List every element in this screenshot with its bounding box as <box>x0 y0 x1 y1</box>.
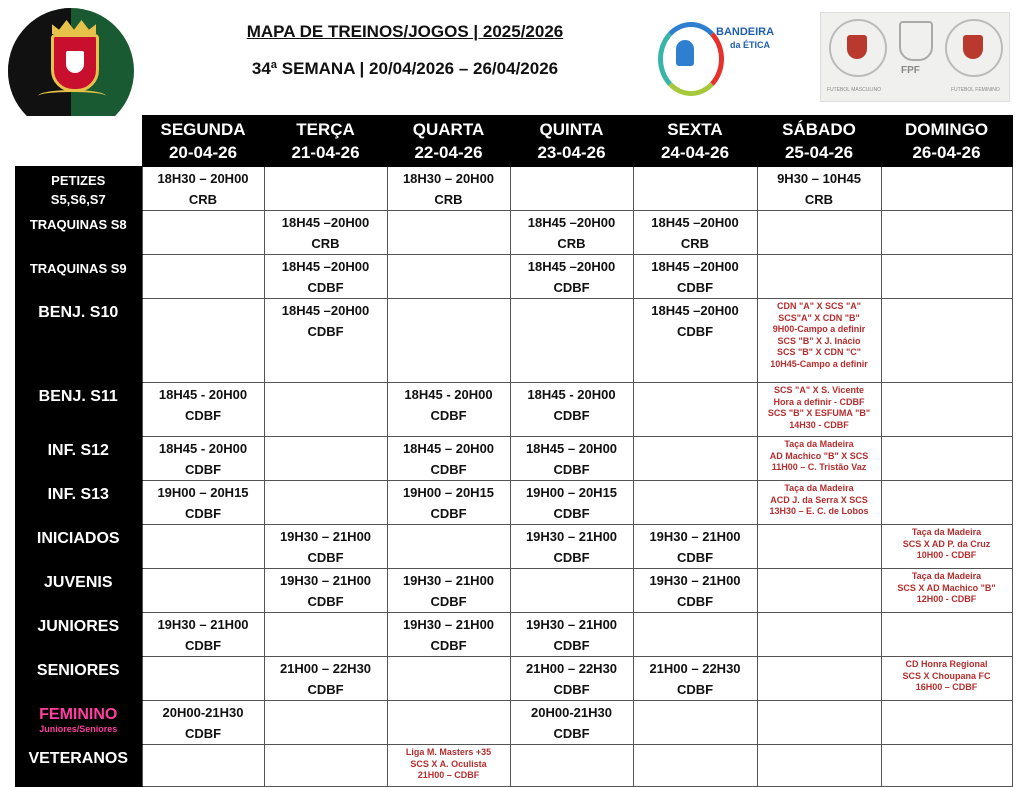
venue: CDBF <box>430 638 467 653</box>
time-slot: 18H30 – 20H00 <box>157 171 249 186</box>
schedule-cell <box>264 255 387 299</box>
match-line: 11H00 – C. Tristão Vaz <box>771 462 867 473</box>
schedule-cell <box>510 255 633 299</box>
match-line: 9H00-Campo a definir <box>772 324 866 335</box>
time-slot: 18H45 –20H00 <box>281 215 370 230</box>
schedule-cell <box>510 525 633 569</box>
team-name: INF. S13 <box>47 486 109 503</box>
venue: CRB <box>311 236 340 251</box>
venue: CRB <box>188 192 218 207</box>
team-label <box>15 299 142 383</box>
team-name: VETERANOS <box>28 750 129 767</box>
team-label <box>15 613 142 657</box>
schedule-cell <box>633 255 757 299</box>
table-row <box>15 525 1012 569</box>
match-line: SCS "B" X CDN "C" <box>776 347 862 358</box>
fpf-crest-icon <box>899 21 933 61</box>
match-line: SCS X A. Oculista <box>410 758 487 769</box>
venue: CDBF <box>676 550 714 565</box>
time-slot: 20H00-21H30 <box>162 705 244 720</box>
day-header <box>633 116 757 167</box>
team-name: TRAQUINAS S8 <box>29 217 127 232</box>
schedule-cell <box>264 569 387 613</box>
schedule-cell <box>633 657 757 701</box>
match-line: Hora a definir - CDBF <box>773 396 865 407</box>
table-row <box>15 745 1012 787</box>
team-name: BENJ. S11 <box>38 388 118 405</box>
match-line: 12H00 - CDBF <box>916 594 977 605</box>
time-slot: 18H45 – 20H00 <box>402 441 495 456</box>
time-slot: 18H45 - 20H00 <box>158 441 248 456</box>
empty-cell <box>881 383 1012 437</box>
team-label <box>15 657 142 701</box>
table-row <box>15 613 1012 657</box>
certification-seal-icon <box>829 19 887 77</box>
empty-cell <box>387 525 510 569</box>
schedule-cell <box>757 481 881 525</box>
schedule-cell <box>633 211 757 255</box>
venue: CDBF <box>184 638 222 653</box>
empty-cell <box>757 255 881 299</box>
match-line: 13H30 – E. C. de Lobos <box>769 506 869 517</box>
venue: CDBF <box>553 682 590 697</box>
schedule-cell <box>510 211 633 255</box>
empty-cell <box>510 167 633 211</box>
team-label <box>15 255 142 299</box>
schedule-cell <box>387 167 510 211</box>
venue: CDBF <box>676 324 714 339</box>
team-label <box>15 745 142 787</box>
time-slot: 19H30 – 21H00 <box>279 529 372 544</box>
page-title: MAPA DE TREINOS/JOGOS | 2025/2026 <box>246 22 564 41</box>
match-line: SCS X AD Machico "B" <box>897 582 996 593</box>
empty-cell <box>264 481 387 525</box>
venue: CDBF <box>553 726 590 741</box>
time-slot: 19H30 – 21H00 <box>649 529 741 544</box>
match-line: CDN "A" X SCS "A" <box>776 301 862 311</box>
empty-cell <box>633 437 757 481</box>
empty-cell <box>510 745 633 787</box>
venue: CDBF <box>184 408 222 423</box>
day-name: SÁBADO <box>782 120 856 139</box>
match-line: 10H45-Campo a definir <box>770 358 868 369</box>
schedule-cell <box>881 657 1012 701</box>
team-name: TRAQUINAS S9 <box>29 261 127 276</box>
schedule-cell <box>510 481 633 525</box>
empty-cell <box>881 437 1012 481</box>
time-slot: 19H30 – 21H00 <box>649 573 741 588</box>
table-row <box>15 569 1012 613</box>
day-name: DOMINGO <box>904 120 989 139</box>
day-header <box>510 116 633 167</box>
schedule-cell <box>387 481 510 525</box>
time-slot: 18H45 –20H00 <box>281 303 370 318</box>
venue: CDBF <box>553 550 590 565</box>
time-slot: 19H00 – 20H15 <box>402 485 495 500</box>
time-slot: 19H30 – 21H00 <box>279 573 372 588</box>
match-line: CD Honra Regional <box>905 659 988 669</box>
venue: CDBF <box>184 506 222 521</box>
time-slot: 19H30 – 21H00 <box>525 529 618 544</box>
team-name: FEMININO <box>39 706 118 723</box>
empty-cell <box>264 383 387 437</box>
match-line: SCS "B" X J. Inácio <box>777 335 861 346</box>
empty-cell <box>264 701 387 745</box>
empty-cell <box>633 745 757 787</box>
empty-cell <box>633 481 757 525</box>
schedule-cell <box>881 569 1012 613</box>
team-label <box>15 383 142 437</box>
venue: CDBF <box>430 408 467 423</box>
schedule-cell <box>387 437 510 481</box>
table-row <box>15 167 1012 211</box>
team-squads: S5,S6,S7 <box>50 192 106 207</box>
day-date: 26-04-26 <box>912 143 981 162</box>
empty-cell <box>633 383 757 437</box>
schedule-cell <box>757 437 881 481</box>
schedule-cell <box>387 745 510 787</box>
match-line: 10H00 - CDBF <box>916 550 977 561</box>
time-slot: 19H30 – 21H00 <box>525 617 618 632</box>
schedule-cell <box>510 701 633 745</box>
day-date: 23-04-26 <box>537 143 606 162</box>
match-line: SCS "A" X S. Vicente <box>774 385 864 395</box>
empty-cell <box>757 613 881 657</box>
venue: CDBF <box>676 682 714 697</box>
table-row <box>15 657 1012 701</box>
venue: CDBF <box>307 682 344 697</box>
time-slot: 18H45 - 20H00 <box>158 387 248 402</box>
empty-cell <box>387 299 510 383</box>
time-slot: 21H00 – 22H30 <box>525 661 618 676</box>
empty-cell <box>510 569 633 613</box>
empty-cell <box>881 255 1012 299</box>
venue: CDBF <box>184 462 222 477</box>
schedule-table <box>15 115 1013 787</box>
time-slot: 18H45 – 20H00 <box>525 441 618 456</box>
empty-cell <box>881 701 1012 745</box>
time-slot: 19H00 – 20H15 <box>157 485 249 500</box>
empty-cell <box>142 255 264 299</box>
team-name: JUVENIS <box>44 574 113 591</box>
empty-cell <box>387 701 510 745</box>
empty-cell <box>633 701 757 745</box>
day-date: 20-04-26 <box>168 143 238 162</box>
empty-cell <box>881 613 1012 657</box>
empty-cell <box>757 211 881 255</box>
venue: CDBF <box>553 506 590 521</box>
time-slot: 18H30 – 20H00 <box>402 171 495 186</box>
table-row <box>15 701 1012 745</box>
empty-cell <box>387 211 510 255</box>
empty-cell <box>757 657 881 701</box>
day-name: QUARTA <box>412 120 485 139</box>
schedule-cell <box>633 299 757 383</box>
venue: CDBF <box>430 594 467 609</box>
schedule-cell <box>264 657 387 701</box>
match-line: AD Machico "B" X SCS <box>769 450 869 461</box>
team-label <box>15 211 142 255</box>
schedule-cell <box>510 383 633 437</box>
schedule-cell <box>757 167 881 211</box>
venue: CDBF <box>307 324 344 339</box>
time-slot: 19H30 – 21H00 <box>402 573 495 588</box>
team-name: INF. S12 <box>47 442 109 459</box>
schedule-cell <box>633 569 757 613</box>
table-row <box>15 481 1012 525</box>
venue: CDBF <box>184 726 222 741</box>
time-slot: 18H45 –20H00 <box>651 259 739 274</box>
time-slot: 19H30 – 21H00 <box>157 617 249 632</box>
match-line: 14H30 - CDBF <box>789 419 849 430</box>
time-slot: 21H00 – 22H30 <box>649 661 741 676</box>
empty-cell <box>387 255 510 299</box>
time-slot: 18H45 - 20H00 <box>527 387 616 402</box>
empty-cell <box>142 745 264 787</box>
shield-icon <box>51 34 99 92</box>
team-label <box>15 701 142 745</box>
match-line: Liga M. Masters +35 <box>405 747 492 757</box>
week-subtitle: 34ª SEMANA | 20/04/2026 – 26/04/2026 <box>251 59 559 78</box>
venue: CDBF <box>553 462 590 477</box>
match-line: SCS"A" X CDN "B" <box>778 312 860 323</box>
schedule-cell <box>387 613 510 657</box>
venue: CDBF <box>676 594 714 609</box>
time-slot: 18H45 –20H00 <box>651 303 739 318</box>
day-date: 22-04-26 <box>414 143 483 162</box>
schedule-cell <box>264 525 387 569</box>
team-subtitle: Juniores/Seniores <box>39 724 118 734</box>
empty-cell <box>633 613 757 657</box>
venue: CDBF <box>430 506 467 521</box>
time-slot: 18H45 –20H00 <box>651 215 739 230</box>
day-header-row <box>15 116 1012 167</box>
day-date: 21-04-26 <box>291 143 360 162</box>
bandeira-etica-logo: BANDEIRA da ÉTICA <box>658 18 784 94</box>
match-line: Taça da Madeira <box>911 571 982 581</box>
schedule-cell <box>633 525 757 569</box>
table-row <box>15 299 1012 383</box>
schedule-cell <box>142 613 264 657</box>
schedule-cell <box>757 299 881 383</box>
time-slot: 18H45 –20H00 <box>527 215 616 230</box>
day-name: TERÇA <box>296 120 355 139</box>
empty-cell <box>142 211 264 255</box>
empty-cell <box>881 299 1012 383</box>
time-slot: 18H45 - 20H00 <box>404 387 493 402</box>
time-slot: 9H30 – 10H45 <box>777 171 861 186</box>
table-row <box>15 437 1012 481</box>
team-name: INICIADOS <box>36 530 120 547</box>
team-label <box>15 167 142 211</box>
venue: CDBF <box>676 280 714 295</box>
empty-cell <box>142 657 264 701</box>
empty-cell <box>881 481 1012 525</box>
venue: CDBF <box>307 280 344 295</box>
schedule-cell <box>881 525 1012 569</box>
schedule-cell <box>142 437 264 481</box>
schedule-cell <box>142 383 264 437</box>
team-label <box>15 481 142 525</box>
empty-cell <box>881 211 1012 255</box>
match-line: Taça da Madeira <box>784 439 854 449</box>
schedule-cell <box>142 167 264 211</box>
team-name: JUNIORES <box>37 618 120 635</box>
team-name: BENJ. S10 <box>38 304 119 321</box>
time-slot: 20H00-21H30 <box>531 705 612 720</box>
schedule-cell <box>510 657 633 701</box>
empty-cell <box>264 167 387 211</box>
day-header <box>881 116 1012 167</box>
team-name: SENIORES <box>36 662 120 679</box>
empty-cell <box>142 525 264 569</box>
schedule-cell <box>142 701 264 745</box>
empty-cell <box>757 569 881 613</box>
venue: CRB <box>804 192 834 207</box>
match-line: Taça da Madeira <box>911 527 982 537</box>
venue: CDBF <box>553 408 590 423</box>
schedule-cell <box>387 569 510 613</box>
team-label <box>15 525 142 569</box>
header-corner <box>15 116 142 167</box>
empty-cell <box>757 525 881 569</box>
day-name: SEXTA <box>667 120 723 139</box>
table-row <box>15 211 1012 255</box>
player-icon <box>676 40 694 66</box>
schedule-cell <box>510 613 633 657</box>
time-slot: 21H00 – 22H30 <box>279 661 372 676</box>
empty-cell <box>510 299 633 383</box>
empty-cell <box>633 167 757 211</box>
schedule-cell <box>387 383 510 437</box>
empty-cell <box>264 745 387 787</box>
venue: CRB <box>434 192 463 207</box>
empty-cell <box>387 657 510 701</box>
venue: CRB <box>680 236 710 251</box>
venue: CDBF <box>553 280 590 295</box>
match-line: ACD J. da Serra X SCS <box>770 494 868 505</box>
venue: CDBF <box>430 462 467 477</box>
day-name: SEGUNDA <box>160 120 246 139</box>
schedule-cell <box>510 437 633 481</box>
empty-cell <box>264 437 387 481</box>
fpf-certification-logo: FPF FUTEBOL MASCULINO FUTEBOL FEMININO <box>820 12 1010 102</box>
time-slot: 19H00 – 20H15 <box>525 485 618 500</box>
schedule-cell <box>264 211 387 255</box>
team-label <box>15 569 142 613</box>
day-header <box>757 116 881 167</box>
team-name: PETIZES <box>51 173 106 188</box>
day-date: 24-04-26 <box>660 143 730 162</box>
match-line: 16H00 – CDBF <box>915 682 978 693</box>
time-slot: 18H45 –20H00 <box>527 259 616 274</box>
match-line: 21H00 – CDBF <box>417 770 480 781</box>
empty-cell <box>881 167 1012 211</box>
empty-cell <box>142 569 264 613</box>
empty-cell <box>264 613 387 657</box>
time-slot: 18H45 –20H00 <box>281 259 370 274</box>
table-row <box>15 383 1012 437</box>
day-header <box>387 116 510 167</box>
day-name: QUINTA <box>539 120 604 139</box>
schedule-cell <box>757 383 881 437</box>
venue: CDBF <box>553 638 590 653</box>
schedule-cell <box>264 299 387 383</box>
empty-cell <box>757 745 881 787</box>
empty-cell <box>142 299 264 383</box>
day-date: 25-04-26 <box>784 143 854 162</box>
day-header <box>264 116 387 167</box>
team-label <box>15 437 142 481</box>
day-header <box>142 116 264 167</box>
certification-seal-icon <box>945 19 1003 77</box>
empty-cell <box>757 701 881 745</box>
venue: CDBF <box>307 550 344 565</box>
match-line: SCS "B" X ESFUMA "B" <box>767 408 871 419</box>
table-row <box>15 255 1012 299</box>
match-line: SCS X Choupana FC <box>902 670 991 681</box>
time-slot: 19H30 – 21H00 <box>402 617 495 632</box>
venue: CDBF <box>307 594 344 609</box>
empty-cell <box>881 745 1012 787</box>
match-line: SCS X AD P. da Cruz <box>902 538 991 549</box>
match-line: Taça da Madeira <box>784 483 854 493</box>
schedule-cell <box>142 481 264 525</box>
venue: CRB <box>557 236 586 251</box>
